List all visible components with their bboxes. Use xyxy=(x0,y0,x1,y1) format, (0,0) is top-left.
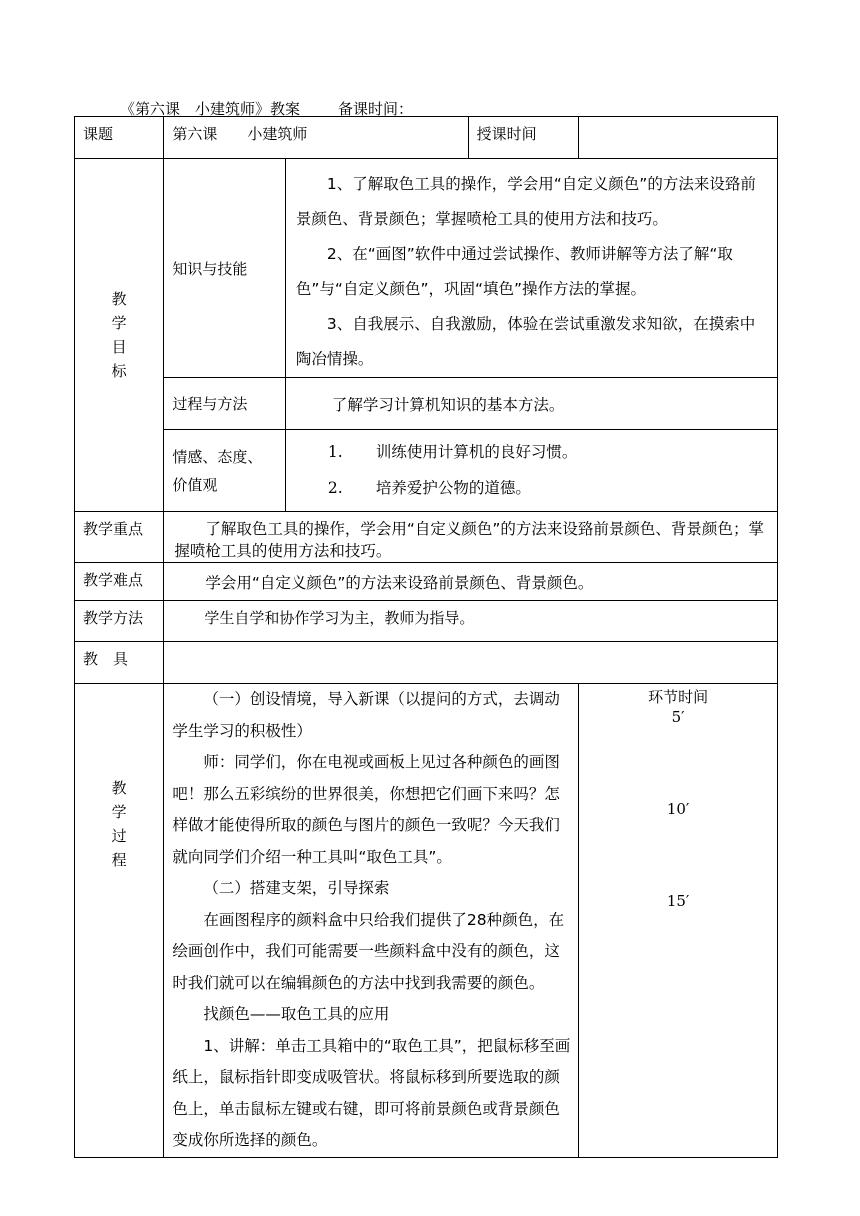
tools-value xyxy=(164,642,778,684)
time-value: 10′ xyxy=(666,800,690,818)
emotion-label: 情感、态度、价值观 xyxy=(164,430,286,512)
knowledge-paragraph: 3、自我展示、自我激励，体验在尝试重激发求知欲，在摸索中陶冶情操。 xyxy=(295,315,756,368)
process-method-value: 了解学习计算机知识的基本方法。 xyxy=(285,378,777,430)
process-paragraph: 1、讲解：单击工具箱中的“取色工具”，把鼠标移至画纸上，鼠标指针即变成吸管状。将鼠标移到所要选取的颜色上，单击鼠标左键或右键，即可将前景颜色或背景颜色变成你所选择的颜色。 xyxy=(172,1036,571,1149)
knowledge-paragraph: 1、了解取色工具的操作，学会用“自定义颜色”的方法来设臵前景颜色、背景颜色；掌握喷枪工具的使用方法和技巧。 xyxy=(295,175,756,228)
knowledge-paragraph: 2、在“画图”软件中通过尝试操作、教师讲解等方法了解“取色”与“自定义颜色”，巩固“填色”操作方法的掌握。 xyxy=(295,245,733,298)
goals-label: 教 学 目 标 xyxy=(75,159,164,512)
list-item: 2. 培养爱护公物的道德。 xyxy=(327,479,531,497)
key-row xyxy=(75,512,778,563)
process-content xyxy=(164,684,579,1158)
process-method-label: 过程与方法 xyxy=(164,378,286,430)
difficulty-value: 学会用“自定义颜色”的方法来设臵前景颜色、背景颜色。 xyxy=(164,563,778,601)
process-paragraph: （二）搭建支架，引导探索 xyxy=(203,879,390,897)
process-paragraph: 找颜色——取色工具的应用 xyxy=(203,1005,390,1023)
difficulty-row xyxy=(75,563,778,601)
key-value: 了解取色工具的操作，学会用“自定义颜色”的方法来设臵前景颜色、背景颜色；掌握喷枪工具的使用方法和技巧。 xyxy=(164,512,778,563)
process-label: 教 学 过 程 xyxy=(75,684,164,1158)
topic-label: 课题 xyxy=(75,117,164,159)
process-paragraph: 师：同学们，你在电视或画板上见过各种颜色的画图吧！那么五彩缤纷的世界很美，你想把它们画下来吗？怎样做才能使得所取的颜色与图片的颜色一致呢？今天我们就向同学们介绍一种工具叫“取色工具”。 xyxy=(172,753,560,866)
process-paragraph: （一）创设情境，导入新课（以提问的方式，去调动学生学习的积极性） xyxy=(172,690,560,740)
time-header: 环节时间 xyxy=(648,688,709,706)
knowledge-content xyxy=(285,159,777,378)
emotion-row xyxy=(75,430,778,512)
difficulty-label: 教学难点 xyxy=(75,563,164,601)
knowledge-row xyxy=(75,159,778,378)
time-value: 5′ xyxy=(671,708,685,726)
process-row xyxy=(75,684,778,1158)
process-method-row xyxy=(75,378,778,430)
method-value: 学生自学和协作学习为主，教师为指导。 xyxy=(164,601,778,642)
emotion-content xyxy=(285,430,777,512)
tools-label: 教 具 xyxy=(75,642,164,684)
prep-time-label: 备课时间： xyxy=(338,100,414,118)
document-title: 《第六课 小建筑师》教案 xyxy=(120,100,301,118)
teach-time-value xyxy=(579,117,778,159)
method-row xyxy=(75,601,778,642)
topic-row xyxy=(75,117,778,159)
topic-value: 第六课 小建筑师 xyxy=(164,117,468,159)
time-value: 15′ xyxy=(666,892,690,910)
knowledge-label: 知识与技能 xyxy=(164,159,286,378)
method-label: 教学方法 xyxy=(75,601,164,642)
list-item: 1. 训练使用计算机的良好习惯。 xyxy=(327,443,578,461)
time-column xyxy=(579,684,778,1158)
lesson-plan-table xyxy=(74,116,778,1158)
teach-time-label: 授课时间 xyxy=(468,117,578,159)
tools-row xyxy=(75,642,778,684)
process-paragraph: 在画图程序的颜料盒中只给我们提供了28种颜色，在绘画创作中，我们可能需要一些颜料盒中没有的颜色，这时我们就可以在编辑颜色的方法中找到我需要的颜色。 xyxy=(172,910,565,992)
key-label: 教学重点 xyxy=(75,512,164,563)
